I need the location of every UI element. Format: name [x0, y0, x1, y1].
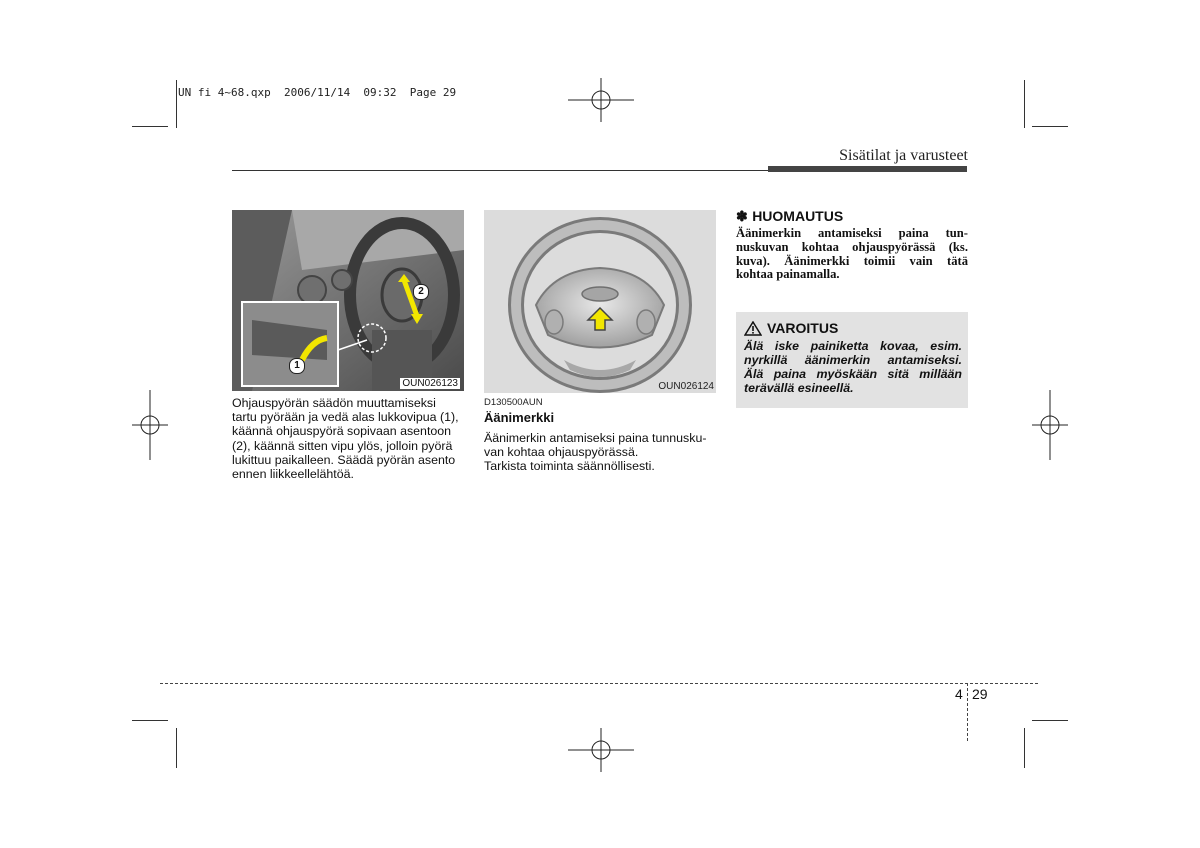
text-line: terävällä esineellä.: [744, 381, 854, 395]
callout-2: 2: [413, 284, 429, 300]
adjust-instructions: [232, 396, 468, 481]
text-line: kohtaa painamalla.: [736, 267, 840, 282]
text-line: nyrkillä äänimerkin antamiseksi.: [744, 353, 962, 367]
callout-1: 1: [289, 358, 305, 374]
header-bar: [768, 166, 967, 172]
horn-heading: Äänimerkki: [484, 410, 555, 425]
steering-wheel-illustration: [484, 210, 716, 393]
text-line: ennen liikkeellelähtöä.: [232, 467, 354, 482]
note-heading: [736, 208, 843, 226]
section-title: Sisätilat ja varusteet: [839, 147, 968, 164]
text-line: Ohjauspyörän säädön muuttamiseksi: [232, 396, 436, 410]
steering-adjust-photo: [232, 210, 464, 391]
registration-mark-icon: [568, 728, 634, 772]
steering-column-illustration: [232, 210, 464, 391]
warning-text: [744, 339, 962, 395]
crop-mark: [1032, 720, 1068, 721]
crop-mark: [1024, 80, 1025, 128]
text-line: Tarkista toiminta säännöllisesti.: [484, 459, 655, 474]
registration-mark-icon: [1032, 390, 1068, 460]
horn-figure: [484, 210, 716, 393]
crop-mark: [132, 126, 168, 127]
crop-mark: [1024, 728, 1025, 768]
text-line: van kohtaa ohjauspyörässä.: [484, 445, 639, 460]
text-line: kuva). Äänimerkki toimii vain tätä: [736, 253, 968, 268]
crop-mark: [176, 80, 177, 128]
text-line: Älä iske painiketta kovaa, esim.: [744, 339, 962, 353]
text-line: nuskuvan kohtaa ohjauspyörässä (ks.: [736, 239, 968, 254]
chapter-number: 4: [955, 686, 963, 702]
footer-divider: [967, 683, 968, 741]
text-line: Äänimerkin antamiseksi paina tunnusku-: [484, 431, 707, 445]
warning-box: [736, 312, 968, 408]
note-text: [736, 227, 968, 282]
footer-rule: [160, 683, 1038, 684]
crop-mark: [1032, 126, 1068, 127]
note-title: HUOMAUTUS: [752, 208, 844, 224]
text-line: käännä ohjauspyörä sopivaan asentoon: [232, 424, 452, 439]
registration-mark-icon: [568, 78, 634, 122]
figure-code: OUN026124: [658, 381, 714, 392]
registration-mark-icon: [132, 390, 168, 460]
text-line: lukittuu paikalleen. Säädä pyörän asento: [232, 452, 456, 467]
text-line: Äänimerkin antamiseksi paina tun-: [736, 226, 968, 240]
text-line: tartu pyörään ja vedä alas lukkovipua (1),: [232, 410, 459, 425]
print-slug: UN fi 4~68.qxp 2006/11/14 09:32 Page 29: [178, 86, 457, 99]
warning-heading: [744, 320, 838, 336]
reference-code: D130500AUN: [484, 397, 543, 408]
warning-title: VAROITUS: [767, 320, 839, 336]
figure-code: OUN026123: [402, 378, 458, 389]
note-symbol-icon: ✽: [736, 208, 748, 224]
warning-triangle-icon: [744, 321, 762, 336]
page-number: 29: [972, 686, 988, 702]
text-line: (2), käännä sitten vipu ylös, jolloin pyörä: [232, 438, 453, 453]
crop-mark: [176, 728, 177, 768]
crop-mark: [132, 720, 168, 721]
text-line: Älä paina myöskään sitä millään: [744, 367, 962, 381]
horn-instructions: [484, 431, 720, 474]
